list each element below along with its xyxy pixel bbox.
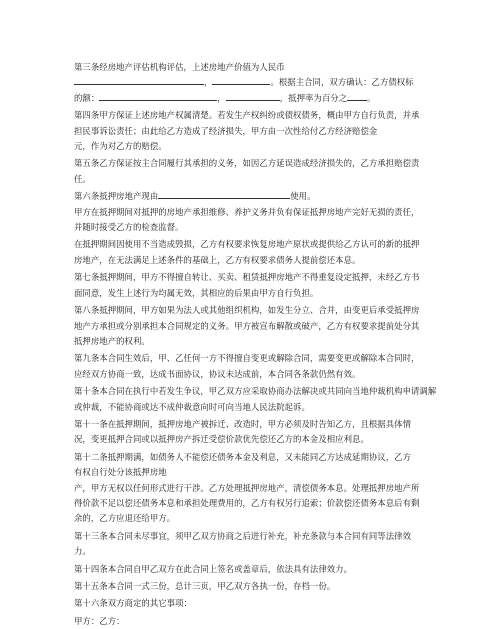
article-14 <box>74 562 482 577</box>
article-6 <box>74 189 482 235</box>
article-12-line-5: 余的，乙方应退还给甲方。 <box>74 513 176 524</box>
signature-line <box>74 614 482 629</box>
article-7-line-1: 第七条抵押期间，甲方不得擅自转让、买卖、租赁抵押房地产不得重复设定抵押，未经乙方书 <box>74 272 420 283</box>
article-12-line-3: 产，甲方无权以任何形式进行干涉。乙方处理抵押房地产，清偿债务本息。处理抵押房地产所 <box>74 482 420 493</box>
article-5-line-1: 第五条乙方保证按主合同履行其承担的义务，如因乙方延误造成经济损失的，乙方承担赔偿责 <box>74 158 420 169</box>
article-13-line-1: 第十三条本合同未尽事宜，须甲乙双方协商之后进行补充，补充条款与本合同有同等法律效 <box>74 530 411 541</box>
party-signatures: 甲方：乙方： <box>74 615 125 626</box>
article-4 <box>74 108 482 154</box>
article-11-line-2: 况，变更抵押合同或以抵押房产拆迁受偿价款优先偿还乙方的本金及相应利息。 <box>74 434 369 445</box>
article-8 <box>74 303 482 349</box>
article-13-line-2: 力。 <box>74 546 91 557</box>
article-3-line-2: ， 。根据主合同，双方确认：乙方债权标 <box>74 75 482 90</box>
article-8-line-2: 地产方承担或分别承担本合同规定的义务。甲方被宣布解散或破产，乙方有权要求提前处分其 <box>74 320 420 331</box>
article-12-line-2: 有权自行处分该抵押房地 <box>74 467 167 478</box>
article-12-line-1: 第十二条抵押期满，如债务人不能偿还债务本金及利息，又未能同乙方达成延期协议，乙方 <box>74 451 411 462</box>
article-3 <box>74 60 482 106</box>
article-13 <box>74 529 482 560</box>
article-15 <box>74 579 482 594</box>
article-6-cont-line-1: 在抵押期间因使用不当造成毁损，乙方有权要求恢复房地产原状或提供给乙方认可的新的抵押 <box>74 239 420 250</box>
article-5 <box>74 156 482 187</box>
article-4-line-1: 第四条甲方保证上述房地产权属清楚。若发生产权纠纷或债权债务，概由甲方自行负责，并承 <box>74 110 420 121</box>
article-16 <box>74 596 482 611</box>
article-9 <box>74 351 482 382</box>
article-10-line-2: 或仲裁，不能协商或达不成仲裁意向时可向当地人民法院起诉。 <box>74 401 310 412</box>
article-6-line-3: 并随时接受乙方的检查监督。 <box>74 222 184 233</box>
blank-value-field <box>74 76 204 85</box>
article-15-line-1: 第十五条本合同一式三份，总计三页，甲乙双方各执一份，存档一份。 <box>74 581 336 591</box>
article-7 <box>74 270 482 301</box>
article-12-line-4: 得价款不足以偿还债务本息和承担处理费用的，乙方有权另行追索；价款偿还债务本息后有剩 <box>74 497 420 508</box>
blank-amount-field <box>226 92 280 101</box>
article-5-line-2: 任。 <box>74 173 91 184</box>
article-10 <box>74 384 482 415</box>
article-14-line-1: 第十四条本合同自甲乙双方在此合同上签名或盖章后，依法具有法律效力。 <box>74 563 353 574</box>
article-11 <box>74 417 482 448</box>
article-4-line-2: 担民事诉讼责任；由此给乙方造成了经济损失，甲方由一次性给付乙方经济赔偿金 <box>74 125 378 136</box>
article-3-line-3: 的额： ， ，抵押率为百分之 。 <box>74 92 376 103</box>
blank-amount-field <box>99 92 217 101</box>
article-6-line-2: 甲方在抵押期间对抵押的房地产承担维修、养护义务并负有保证抵押房地产完好无损的责任， <box>74 206 420 217</box>
article-9-line-1: 第九条本合同生效后，甲、乙任何一方不得擅自变更或解除合同，需要变更或解除本合同时， <box>74 353 420 364</box>
article-16-line-1: 第十六条双方商定的其它事项： <box>74 598 192 609</box>
article-11-line-1: 第十一条在抵押期间，抵押房地产被拆迁、改造时，甲方必须及时告知乙方，且根据具体情 <box>74 418 411 429</box>
blank-rate-field <box>347 92 367 101</box>
blank-user-field <box>158 190 290 199</box>
article-8-line-1: 第八条抵押期间，甲方如果为法人或其他组织机构，如发生分立、合并，由变更后承受抵押房 <box>74 305 420 316</box>
article-6-line-1: 第六条抵押房地产现由 使用。 <box>74 191 316 202</box>
article-3-line-1: 第三条经房地产评估机构评估，上述房地产价值为人民币 <box>74 62 285 72</box>
article-10-line-1: 第十条本合同在执行中若发生争议，甲乙双方应采取协商办法解决或共同向当地仲裁机构申请调解 <box>74 386 437 397</box>
article-12 <box>74 450 482 527</box>
blank-value-field <box>212 76 270 85</box>
article-4-line-3: 元，作为对乙方的赔偿。 <box>74 141 167 152</box>
article-9-line-2: 应经双方协商一致，达成书面协议，协议未达成前，本合同各条款仍然有效。 <box>74 368 361 379</box>
article-7-line-2: 面同意，发生上述行为均属无效，其相应的后果由甲方自行负担。 <box>74 287 319 298</box>
article-8-line-3: 抵押房地产的权利。 <box>74 335 150 346</box>
article-6-cont-line-2: 房地产，在无法满足上述条件的基础上，乙方有权要求债务人提前偿还本息。 <box>74 254 361 265</box>
article-6-cont <box>74 237 482 268</box>
